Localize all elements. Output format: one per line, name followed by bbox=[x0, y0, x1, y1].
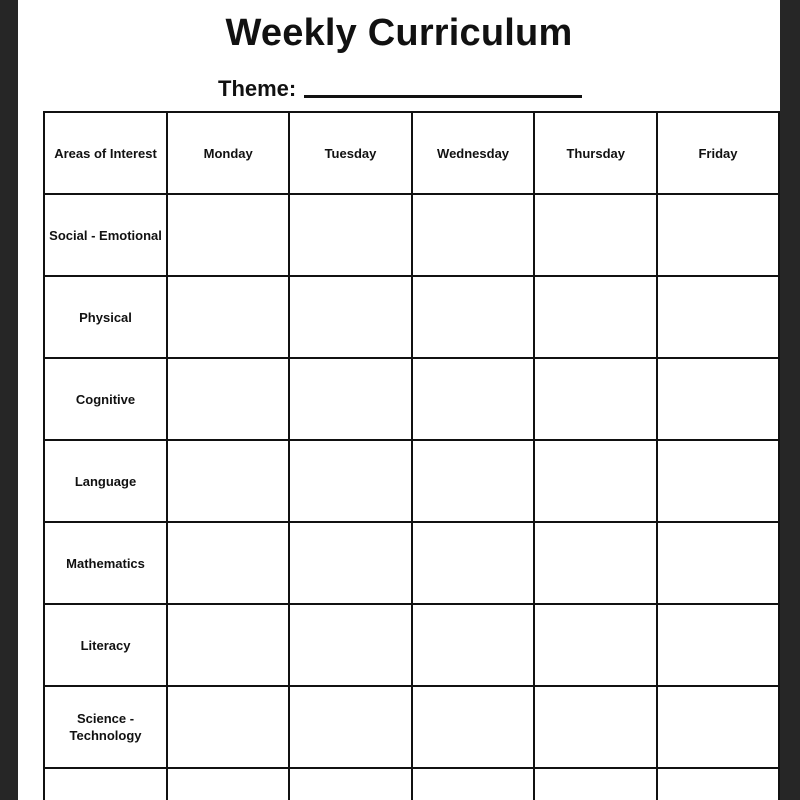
table-row bbox=[44, 194, 779, 276]
header-tuesday: Tuesday bbox=[289, 112, 411, 194]
table-cell bbox=[657, 522, 779, 604]
header-friday: Friday bbox=[657, 112, 779, 194]
table-cell bbox=[657, 194, 779, 276]
table-cell bbox=[657, 686, 779, 768]
table-row bbox=[44, 440, 779, 522]
table-row bbox=[44, 358, 779, 440]
table-cell bbox=[167, 194, 289, 276]
table-cell bbox=[289, 276, 411, 358]
table-cell bbox=[412, 768, 535, 800]
table-cell bbox=[534, 522, 657, 604]
table-cell bbox=[534, 768, 657, 800]
table-row bbox=[44, 522, 779, 604]
row-label: Mathematics bbox=[44, 522, 167, 604]
row-label bbox=[44, 768, 167, 800]
header-monday: Monday bbox=[167, 112, 289, 194]
table-cell bbox=[412, 440, 535, 522]
theme-label: Theme: bbox=[218, 76, 297, 101]
table-cell bbox=[289, 686, 411, 768]
table-cell bbox=[289, 604, 411, 686]
header-thursday: Thursday bbox=[534, 112, 657, 194]
table-cell bbox=[289, 522, 411, 604]
table-cell bbox=[167, 358, 289, 440]
row-label: Cognitive bbox=[44, 358, 167, 440]
table-cell bbox=[534, 604, 657, 686]
table-row bbox=[44, 686, 779, 768]
table-cell bbox=[412, 358, 535, 440]
table-header-row bbox=[44, 112, 779, 194]
table-cell bbox=[167, 768, 289, 800]
table-cell bbox=[657, 604, 779, 686]
table-row bbox=[44, 768, 779, 800]
header-wednesday: Wednesday bbox=[412, 112, 535, 194]
table-cell bbox=[534, 440, 657, 522]
table-cell bbox=[534, 194, 657, 276]
table-cell bbox=[167, 522, 289, 604]
table-cell bbox=[289, 194, 411, 276]
table-cell bbox=[534, 276, 657, 358]
table-cell bbox=[534, 358, 657, 440]
table-cell bbox=[657, 768, 779, 800]
table-row bbox=[44, 276, 779, 358]
table-cell bbox=[412, 604, 535, 686]
row-label: Social - Emotional bbox=[44, 194, 167, 276]
table-cell bbox=[657, 440, 779, 522]
row-label: Physical bbox=[44, 276, 167, 358]
table-cell bbox=[412, 522, 535, 604]
table-cell bbox=[167, 686, 289, 768]
table-cell bbox=[412, 276, 535, 358]
row-label: Literacy bbox=[44, 604, 167, 686]
table-cell bbox=[289, 358, 411, 440]
theme-row bbox=[218, 72, 582, 102]
page-title: Weekly Curriculum bbox=[225, 12, 573, 54]
table-cell bbox=[657, 276, 779, 358]
table-cell bbox=[167, 276, 289, 358]
curriculum-table bbox=[43, 111, 780, 800]
table-cell bbox=[167, 440, 289, 522]
header-areas-of-interest: Areas of Interest bbox=[44, 112, 167, 194]
table-cell bbox=[412, 194, 535, 276]
table-cell bbox=[412, 686, 535, 768]
table-cell bbox=[289, 440, 411, 522]
table-cell bbox=[167, 604, 289, 686]
table-row bbox=[44, 604, 779, 686]
theme-blank-line bbox=[304, 95, 582, 98]
table-cell bbox=[657, 358, 779, 440]
row-label: Science - Technology bbox=[44, 686, 167, 768]
curriculum-page bbox=[18, 0, 780, 800]
row-label: Language bbox=[44, 440, 167, 522]
table-cell bbox=[289, 768, 411, 800]
table-cell bbox=[534, 686, 657, 768]
